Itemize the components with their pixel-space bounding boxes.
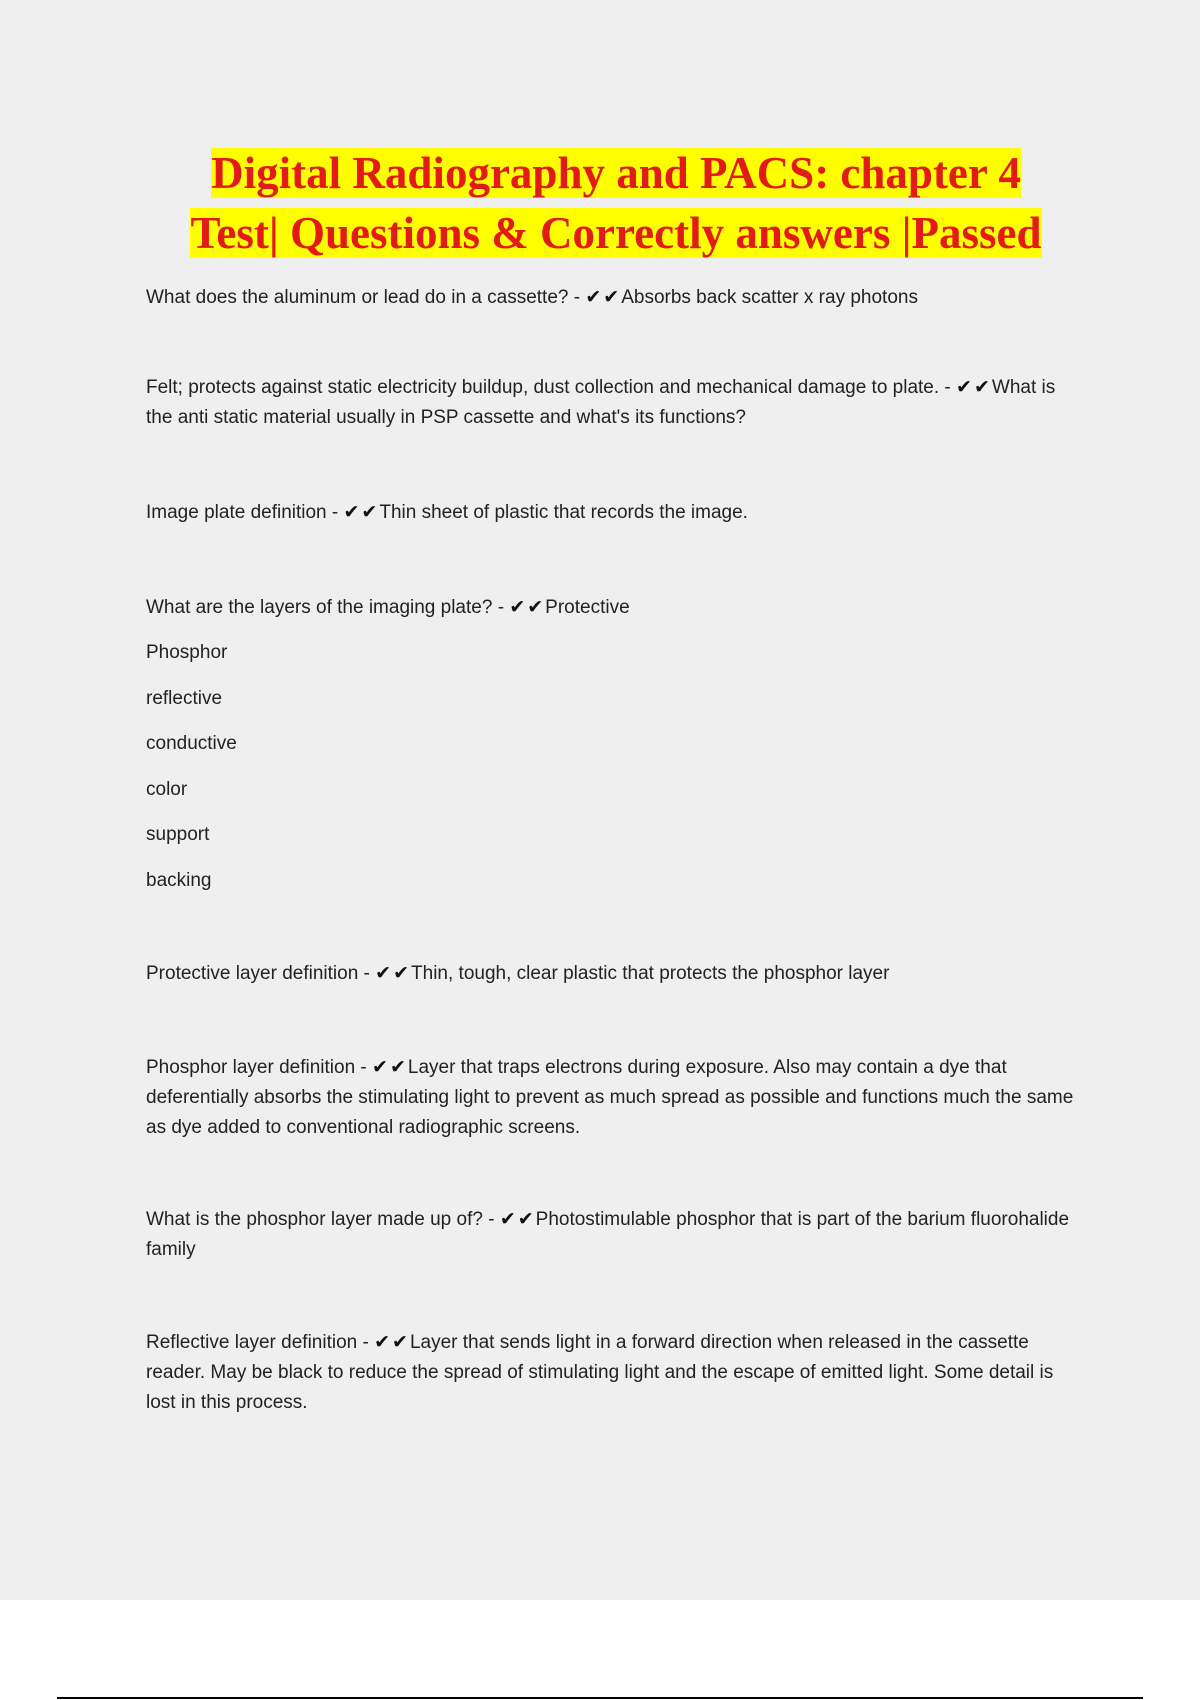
document-title [0,143,1200,263]
check-marks-icon: ✔✔ [585,287,622,308]
layer-item-conductive: conductive [146,733,237,754]
check-marks-icon: ✔✔ [956,377,992,398]
answer-text: Layer that sends light in a forward direction when released in the cassette reader. May be black to reduce the spread of stimulating light and the escape of emitted light. Some detail is lost in this process. [146,1332,1054,1413]
check-marks-icon: ✔✔ [499,1209,536,1230]
footer-divider [57,1697,1143,1699]
check-marks-icon: ✔✔ [374,1332,410,1353]
check-marks-icon: ✔✔ [509,597,546,618]
layer-item-backing: backing [146,870,212,891]
qa-item-reflective-layer [146,1328,1086,1418]
answer-text: Thin sheet of plastic that records the image. [379,502,748,523]
qa-item-image-plate [146,498,1086,528]
question-text: Reflective layer definition - [146,1332,369,1353]
layer-item-color: color [146,779,188,800]
layer-item-reflective: reflective [146,688,223,709]
qa-item-phosphor-makeup [146,1205,1086,1265]
answer-text: Layer that traps electrons during exposure. Also may contain a dye that deferentially absorbs the stimulating light to prevent as much spread as possible and functions much the same as dye added to conventional radiographic screens. [146,1057,1074,1138]
question-text: Image plate definition - [146,502,339,523]
check-marks-icon: ✔✔ [375,963,412,984]
qa-item-layers [146,593,1086,623]
question-text: Protective layer definition - [146,963,370,984]
answer-text: Photostimulable phosphor that is part of the barium fluorohalide family [146,1209,1070,1260]
answer-text: Absorbs back scatter x ray photons [621,287,918,308]
check-marks-icon: ✔✔ [343,502,380,523]
answer-text: Thin, tough, clear plastic that protects the phosphor layer [411,963,890,984]
question-text: Felt; protects against static electricity buildup, dust collection and mechanical damage to plate. - [146,377,951,398]
layer-item-phosphor: Phosphor [146,642,228,663]
title-line-1: Digital Radiography and PACS: chapter 4 [211,148,1021,198]
question-text: What is the phosphor layer made up of? - [146,1209,495,1230]
question-text: What does the aluminum or lead do in a cassette? - [146,287,581,308]
qa-item-aluminum-lead [146,283,1086,313]
qa-item-felt [146,373,1086,433]
check-marks-icon: ✔✔ [372,1057,408,1078]
question-text: Phosphor layer definition - [146,1057,367,1078]
question-text: What are the layers of the imaging plate? - [146,597,505,618]
title-line-2: Test| Questions & Correctly answers |Passed [190,208,1042,258]
answer-text: Protective [545,597,630,618]
layer-item-support: support [146,824,210,845]
answer-text: What is the anti static material usually in PSP cassette and what's its functions? [146,377,1056,428]
qa-item-phosphor-layer [146,1053,1086,1143]
qa-item-protective-layer [146,959,1086,989]
